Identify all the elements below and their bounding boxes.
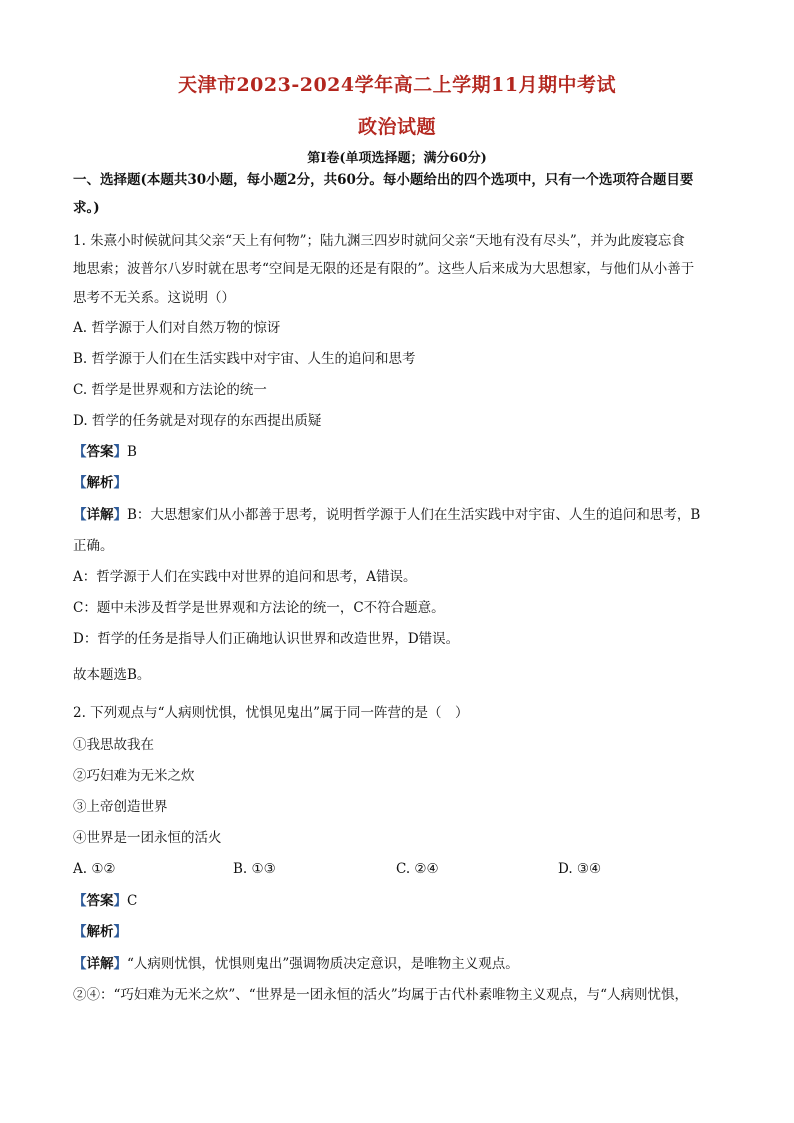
section-heading: 第Ⅰ卷(单项选择题；满分60分) <box>307 151 487 166</box>
q1-detail-line-5: D：哲学的任务是指导人们正确地认识世界和改造世界，D错误。 <box>73 631 460 647</box>
bracket-close: 】 <box>113 475 127 491</box>
q1-option-b: B. 哲学源于人们在生活实践中对宇宙、人生的追问和思考 <box>73 351 416 367</box>
q1-stem-line-3: 思考不无关系。这说明（） <box>73 290 235 306</box>
detail-text: B：大思想家们从小都善于思考，说明哲学源于人们在生活实践中对宇宙、人生的追问和思考，B <box>127 507 701 523</box>
bracket-open: 【 <box>73 475 87 491</box>
answer-value: C <box>127 893 138 909</box>
bracket-open: 【 <box>73 924 87 940</box>
q2-item-4: ④世界是一团永恒的活火 <box>73 830 222 846</box>
q2-option-b: B. ①③ <box>233 861 276 877</box>
detail-label: 详解 <box>86 507 114 523</box>
q1-analysis <box>73 474 723 492</box>
bracket-close: 】 <box>113 444 127 460</box>
q1-detail-line-4: C：题中未涉及哲学是世界观和方法论的统一，C不符合题意。 <box>73 600 445 616</box>
q1-option-a: A. 哲学源于人们对自然万物的惊讶 <box>73 320 281 336</box>
answer-label: 答案 <box>86 893 114 909</box>
exam-title: 天津市2023-2024学年高二上学期11月期中考试 <box>177 74 617 96</box>
q1-stem-line-1: 1. 朱熹小时候就问其父亲“天上有何物”；陆九渊三四岁时就问父亲“天地有没有尽头”，并为此废寝忘食 <box>73 233 685 249</box>
q2-option-d: D. ③④ <box>558 861 602 877</box>
instructions-line-1: 一、选择题(本题共30小题，每小题2分，共60分。每小题给出的四个选项中，只有一个选项符合题目要 <box>73 172 694 188</box>
q2-option-c: C. ②④ <box>396 861 439 877</box>
q1-option-c: C. 哲学是世界观和方法论的统一 <box>73 382 267 398</box>
exam-subject: 政治试题 <box>357 116 436 138</box>
q2-analysis <box>73 923 723 941</box>
analysis-label: 解析 <box>86 475 114 491</box>
detail-label: 详解 <box>86 956 114 972</box>
q1-option-d: D. 哲学的任务就是对现存的东西提出质疑 <box>73 413 322 429</box>
q2-detail-line-2: ②④：“巧妇难为无米之炊”、“世界是一团永恒的活火”均属于古代朴素唯物主义观点，与“人病则忧惧， <box>73 987 689 1003</box>
bracket-open: 【 <box>73 507 87 523</box>
answer-label: 答案 <box>86 444 114 460</box>
bracket-open: 【 <box>73 444 87 460</box>
analysis-label: 解析 <box>86 924 114 940</box>
bracket-close: 】 <box>113 924 127 940</box>
q1-detail-line-1 <box>73 506 723 524</box>
q1-conclusion: 故本题选B。 <box>73 667 151 683</box>
q2-item-2: ②巧妇难为无米之炊 <box>73 768 195 784</box>
q2-stem: 2. 下列观点与“人病则忧惧，忧惧见鬼出”属于同一阵营的是（ ） <box>73 705 469 721</box>
q1-detail-line-3: A：哲学源于人们在实践中对世界的追问和思考，A错误。 <box>73 569 417 585</box>
instructions-line-2: 求。) <box>73 200 100 216</box>
q1-stem-line-2: 地思索；波普尔八岁时就在思考“空间是无限的还是有限的”。这些人后来成为大思想家，与他们从小善于 <box>73 261 695 277</box>
bracket-close: 】 <box>113 893 127 909</box>
q2-item-3: ③上帝创造世界 <box>73 799 168 815</box>
bracket-open: 【 <box>73 956 87 972</box>
answer-value: B <box>127 444 137 460</box>
bracket-close: 】 <box>113 507 127 523</box>
bracket-open: 【 <box>73 893 87 909</box>
q2-detail-line-1 <box>73 955 723 973</box>
bracket-close: 】 <box>113 956 127 972</box>
q2-item-1: ①我思故我在 <box>73 737 154 753</box>
detail-text: “人病则忧惧，忧惧则鬼出”强调物质决定意识，是唯物主义观点。 <box>127 956 519 972</box>
q2-option-a: A. ①② <box>73 861 116 877</box>
q1-answer <box>73 443 723 461</box>
q1-detail-line-2: 正确。 <box>73 538 114 554</box>
q2-answer <box>73 892 723 910</box>
